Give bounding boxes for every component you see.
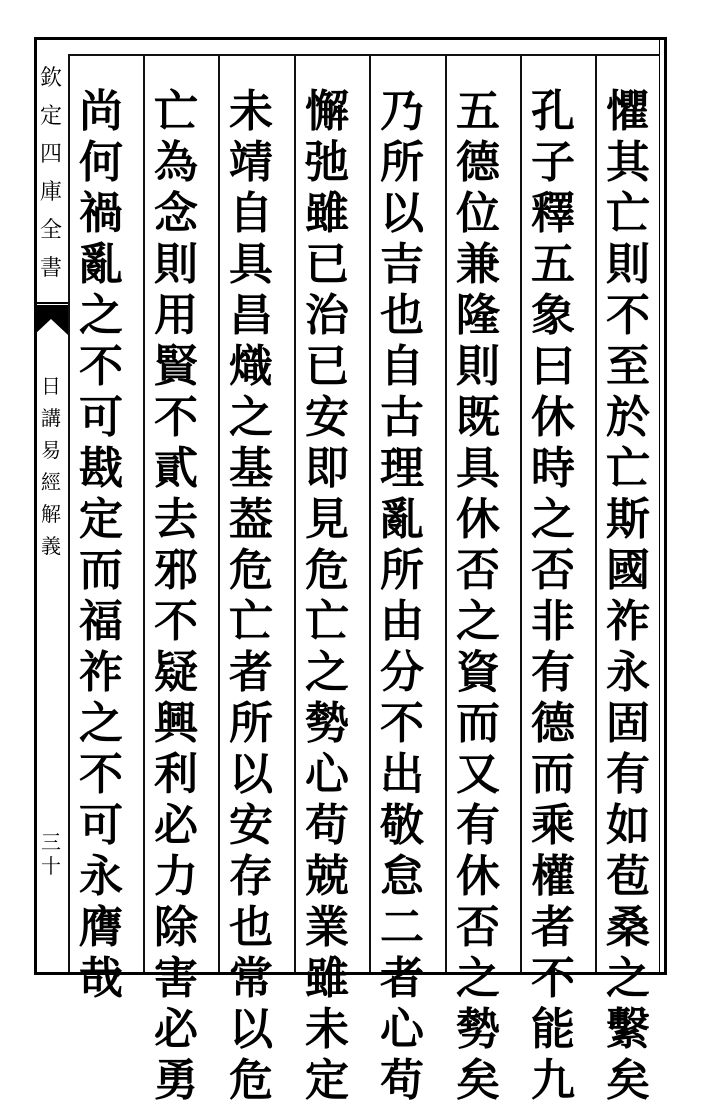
column-text: [597, 86, 659, 1106]
text-glyph: 亡: [229, 596, 273, 647]
text-glyph: 而: [456, 698, 500, 749]
text-glyph: 興: [154, 698, 198, 749]
column-text: [220, 86, 282, 1106]
text-glyph: 靖: [229, 137, 273, 188]
text-glyph: 力: [154, 851, 198, 902]
text-glyph: 不: [380, 698, 424, 749]
text-glyph: 雖: [305, 188, 349, 239]
text-glyph: 之: [79, 290, 123, 341]
text-glyph: 矣: [456, 1055, 500, 1106]
page-margin: [34, 40, 68, 972]
text-glyph: 必: [154, 1004, 198, 1055]
text-glyph: 否: [531, 545, 575, 596]
text-glyph: 以: [229, 749, 273, 800]
text-glyph: 位: [456, 188, 500, 239]
text-glyph: 解: [41, 502, 61, 526]
text-glyph: 祚: [606, 596, 650, 647]
text-glyph: 可: [79, 392, 123, 443]
text-glyph: 否: [456, 902, 500, 953]
text-glyph: 四: [39, 142, 62, 167]
text-glyph: 安: [229, 800, 273, 851]
text-glyph: 休: [456, 494, 500, 545]
text-glyph: 之: [606, 953, 650, 1004]
text-glyph: 有: [606, 749, 650, 800]
text-glyph: 五: [456, 86, 500, 137]
text-glyph: 者: [229, 647, 273, 698]
text-glyph: 既: [456, 392, 500, 443]
text-glyph: 苟: [380, 1055, 424, 1106]
text-glyph: 出: [380, 749, 424, 800]
text-glyph: 不: [606, 290, 650, 341]
text-glyph: 象: [531, 290, 575, 341]
text-glyph: 自: [229, 188, 273, 239]
text-glyph: 子: [531, 137, 575, 188]
text-glyph: 德: [531, 698, 575, 749]
text-glyph: 亡: [154, 86, 198, 137]
column-text: [371, 86, 433, 1106]
text-glyph: 尚: [79, 86, 123, 137]
text-glyph: 不: [531, 953, 575, 1004]
text-glyph: 雖: [305, 953, 349, 1004]
text-glyph: 邪: [154, 545, 198, 596]
text-glyph: 禍: [79, 188, 123, 239]
text-glyph: 不: [154, 392, 198, 443]
text-glyph: 定: [305, 1055, 349, 1106]
text-glyph: 未: [229, 86, 273, 137]
text-glyph: 而: [531, 749, 575, 800]
text-glyph: 念: [154, 188, 198, 239]
text-glyph: 桑: [606, 902, 650, 953]
text-glyph: 膺: [79, 902, 123, 953]
text-column-1: [597, 86, 659, 1106]
text-glyph: 休: [456, 851, 500, 902]
text-glyph: 可: [79, 800, 123, 851]
text-glyph: 見: [305, 494, 349, 545]
text-glyph: 亂: [380, 494, 424, 545]
text-glyph: 苟: [305, 800, 349, 851]
text-glyph: 已: [305, 341, 349, 392]
text-glyph: 業: [305, 902, 349, 953]
text-glyph: 貳: [154, 443, 198, 494]
text-glyph: 五: [531, 239, 575, 290]
text-glyph: 之: [305, 647, 349, 698]
text-glyph: 隆: [456, 290, 500, 341]
text-glyph: 福: [79, 596, 123, 647]
text-glyph: 亡: [606, 188, 650, 239]
text-glyph: 除: [154, 902, 198, 953]
text-glyph: 危: [305, 545, 349, 596]
text-glyph: 何: [79, 137, 123, 188]
text-glyph: 也: [380, 290, 424, 341]
text-glyph: 能: [531, 1004, 575, 1055]
text-glyph: 以: [380, 188, 424, 239]
text-glyph: 非: [531, 596, 575, 647]
text-glyph: 庫: [39, 180, 62, 205]
text-glyph: 而: [79, 545, 123, 596]
text-glyph: 害: [154, 953, 198, 1004]
text-column-3: [447, 86, 509, 1106]
text-glyph: 其: [606, 137, 650, 188]
text-glyph: 所: [229, 698, 273, 749]
text-glyph: 日: [41, 374, 61, 398]
text-column-8: [70, 86, 132, 1004]
text-glyph: 以: [229, 1004, 273, 1055]
text-glyph: 易: [41, 438, 61, 462]
text-glyph: 欽: [39, 66, 62, 91]
fishtail-mark: [34, 305, 68, 319]
text-glyph: 基: [229, 443, 273, 494]
text-glyph: 定: [39, 104, 62, 129]
text-glyph: 斯: [606, 494, 650, 545]
frame-inner-rule: [659, 40, 660, 972]
top-rule: [68, 54, 660, 56]
text-glyph: 亂: [79, 239, 123, 290]
text-glyph: 祚: [79, 647, 123, 698]
text-column-7: [145, 86, 207, 1106]
text-glyph: 全: [39, 218, 62, 243]
text-glyph: 至: [606, 341, 650, 392]
text-glyph: 常: [229, 953, 273, 1004]
text-glyph: 戡: [79, 443, 123, 494]
text-glyph: 怠: [380, 851, 424, 902]
text-glyph: 兼: [456, 239, 500, 290]
text-glyph: 具: [229, 239, 273, 290]
text-glyph: 釋: [531, 188, 575, 239]
text-glyph: 二: [380, 902, 424, 953]
text-glyph: 如: [606, 800, 650, 851]
text-glyph: 未: [305, 1004, 349, 1055]
margin-rule: [34, 302, 68, 304]
text-glyph: 資: [456, 647, 500, 698]
text-glyph: 之: [79, 698, 123, 749]
text-glyph: 義: [41, 534, 61, 558]
text-glyph: 心: [305, 749, 349, 800]
text-glyph: 繫: [606, 1004, 650, 1055]
text-glyph: 具: [456, 443, 500, 494]
text-glyph: 必: [154, 800, 198, 851]
text-glyph: 乘: [531, 800, 575, 851]
text-glyph: 所: [380, 545, 424, 596]
text-glyph: 則: [606, 239, 650, 290]
text-glyph: 即: [305, 443, 349, 494]
text-glyph: 利: [154, 749, 198, 800]
text-glyph: 熾: [229, 341, 273, 392]
text-glyph: 所: [380, 137, 424, 188]
text-glyph: 經: [41, 470, 61, 494]
text-glyph: 分: [380, 647, 424, 698]
text-glyph: 去: [154, 494, 198, 545]
text-glyph: 固: [606, 698, 650, 749]
text-glyph: 安: [305, 392, 349, 443]
text-glyph: 則: [456, 341, 500, 392]
fishtail-notch: [34, 319, 68, 335]
book-title: [34, 60, 68, 288]
column-text: [296, 86, 358, 1106]
text-glyph: 也: [229, 902, 273, 953]
text-glyph: 則: [154, 239, 198, 290]
text-glyph: 危: [229, 545, 273, 596]
text-glyph: 用: [154, 290, 198, 341]
text-glyph: 昌: [229, 290, 273, 341]
text-glyph: 亡: [305, 596, 349, 647]
text-glyph: 不: [79, 749, 123, 800]
text-glyph: 自: [380, 341, 424, 392]
text-glyph: 吉: [380, 239, 424, 290]
text-glyph: 講: [41, 406, 61, 430]
text-glyph: 哉: [79, 953, 123, 1004]
text-glyph: 弛: [305, 137, 349, 188]
text-column-6: [220, 86, 282, 1106]
text-glyph: 勢: [305, 698, 349, 749]
text-glyph: 德: [456, 137, 500, 188]
text-glyph: 已: [305, 239, 349, 290]
text-glyph: 苞: [606, 851, 650, 902]
text-glyph: 敬: [380, 800, 424, 851]
text-glyph: 古: [380, 392, 424, 443]
text-glyph: 永: [79, 851, 123, 902]
text-glyph: 有: [531, 647, 575, 698]
text-glyph: 時: [531, 443, 575, 494]
text-glyph: 由: [380, 596, 424, 647]
page-number: 三十: [41, 830, 61, 878]
column-text: [522, 86, 584, 1106]
column-text: [447, 86, 509, 1106]
text-glyph: 定: [79, 494, 123, 545]
text-glyph: 亡: [606, 443, 650, 494]
text-glyph: 國: [606, 545, 650, 596]
text-glyph: 之: [456, 596, 500, 647]
text-glyph: 於: [606, 392, 650, 443]
text-glyph: 九: [531, 1055, 575, 1106]
text-glyph: 之: [229, 392, 273, 443]
column-text: [145, 86, 207, 1106]
text-glyph: 有: [456, 800, 500, 851]
text-glyph: 不: [154, 596, 198, 647]
text-glyph: 乃: [380, 86, 424, 137]
text-glyph: 為: [154, 137, 198, 188]
text-glyph: 存: [229, 851, 273, 902]
text-glyph: 治: [305, 290, 349, 341]
text-glyph: 否: [456, 545, 500, 596]
text-glyph: 曰: [531, 341, 575, 392]
text-glyph: 不: [79, 341, 123, 392]
text-glyph: 休: [531, 392, 575, 443]
column-text: [70, 86, 132, 1004]
text-glyph: 之: [531, 494, 575, 545]
text-glyph: 之: [456, 953, 500, 1004]
text-glyph: 權: [531, 851, 575, 902]
text-glyph: 孔: [531, 86, 575, 137]
text-glyph: 心: [380, 1004, 424, 1055]
text-glyph: 勇: [154, 1055, 198, 1106]
text-glyph: 者: [380, 953, 424, 1004]
text-column-5: [296, 86, 358, 1106]
text-glyph: 矣: [606, 1055, 650, 1106]
text-glyph: 懈: [305, 86, 349, 137]
text-glyph: 者: [531, 902, 575, 953]
text-glyph: 勢: [456, 1004, 500, 1055]
text-glyph: 懼: [606, 86, 650, 137]
text-glyph: 書: [39, 256, 62, 281]
text-column-4: [371, 86, 433, 1106]
section-title: [34, 370, 68, 562]
text-glyph: 兢: [305, 851, 349, 902]
text-glyph: 疑: [154, 647, 198, 698]
text-glyph: 葢: [229, 494, 273, 545]
text-glyph: 理: [380, 443, 424, 494]
text-column-2: [522, 86, 584, 1106]
text-glyph: 危: [229, 1055, 273, 1106]
text-glyph: 又: [456, 749, 500, 800]
text-glyph: 賢: [154, 341, 198, 392]
text-glyph: 永: [606, 647, 650, 698]
